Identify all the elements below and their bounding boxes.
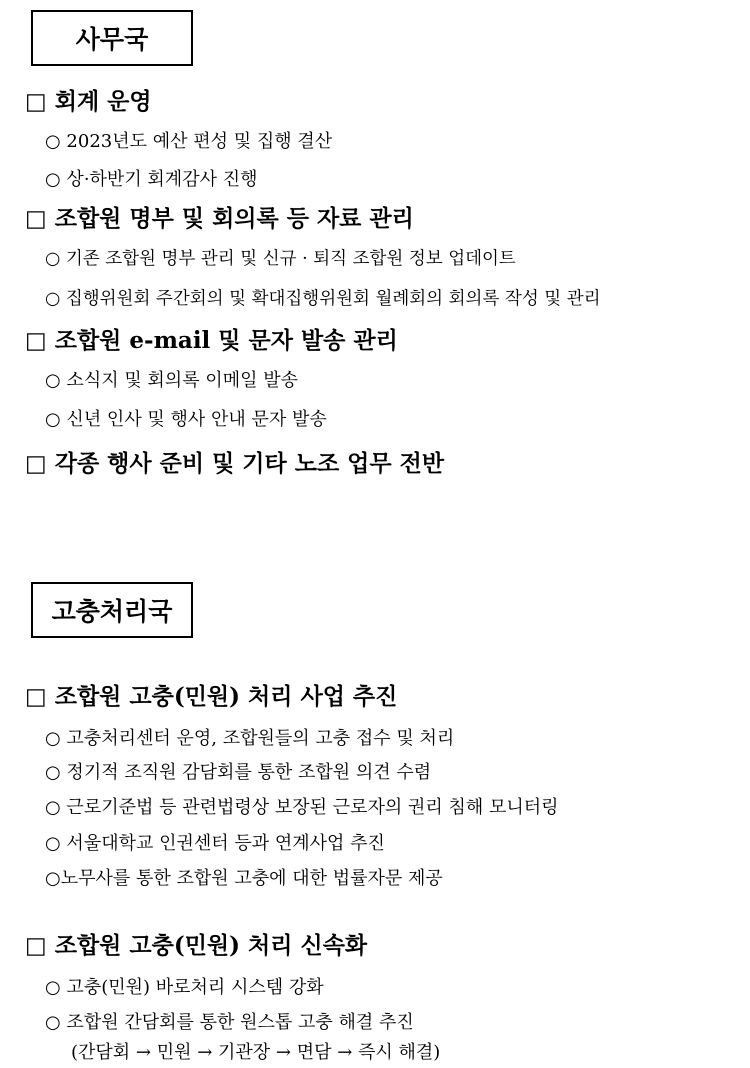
section-title-text: 고충처리국 bbox=[51, 597, 173, 626]
heading-records: □ 조합원 명부 및 회의록 등 자료 관리 bbox=[25, 205, 414, 232]
section-title-grievance bbox=[31, 582, 193, 638]
item-minutes: ○ 집행위원회 주간회의 및 확대집행위원회 월례회의 회의록 작성 및 관리 bbox=[45, 289, 601, 309]
item-monitoring: ○ 근로기준법 등 관련법령상 보장된 근로자의 권리 침해 모니터링 bbox=[45, 797, 559, 818]
item-meeting: ○ 정기적 조직원 감담회를 통한 조합원 의견 수렴 bbox=[45, 762, 432, 783]
heading-grievance-project: □ 조합원 고충(민원) 처리 사업 추진 bbox=[25, 683, 398, 710]
item-newsletter: ○ 소식지 및 회의록 이메일 발송 bbox=[45, 370, 298, 391]
heading-email: □ 조합원 e-mail 및 문자 발송 관리 bbox=[25, 327, 398, 354]
heading-accounting: □ 회계 운영 bbox=[25, 88, 152, 115]
item-process-note: (간담회 → 민원 → 기관장 → 면담 → 즉시 해결) bbox=[71, 1042, 441, 1063]
heading-events: □ 각종 행사 준비 및 기타 노조 업무 전반 bbox=[25, 450, 445, 477]
item-sms: ○ 신년 인사 및 행사 안내 문자 발송 bbox=[45, 409, 327, 430]
section-title-office bbox=[31, 10, 193, 66]
section-title-text: 사무국 bbox=[75, 25, 149, 54]
item-center: ○ 고충처리센터 운영, 조합원들의 고충 접수 및 처리 bbox=[45, 728, 455, 749]
item-audit: ○ 상·하반기 회계감사 진행 bbox=[45, 169, 258, 190]
item-legal: ○노무사를 통한 조합원 고충에 대한 법률자문 제공 bbox=[45, 868, 443, 889]
item-system: ○ 고충(민원) 바로처리 시스템 강화 bbox=[45, 977, 324, 998]
heading-grievance-speed: □ 조합원 고충(민원) 처리 신속화 bbox=[25, 932, 368, 959]
item-member-list: ○ 기존 조합원 명부 관리 및 신규 · 퇴직 조합원 정보 업데이트 bbox=[45, 249, 516, 269]
item-budget: ○ 2023년도 예산 편성 및 집행 결산 bbox=[45, 131, 333, 152]
item-human-rights: ○ 서울대학교 인권센터 등과 연계사업 추진 bbox=[45, 833, 385, 854]
item-onestop: ○ 조합원 간담회를 통한 원스톱 고충 해결 추진 bbox=[45, 1012, 414, 1033]
